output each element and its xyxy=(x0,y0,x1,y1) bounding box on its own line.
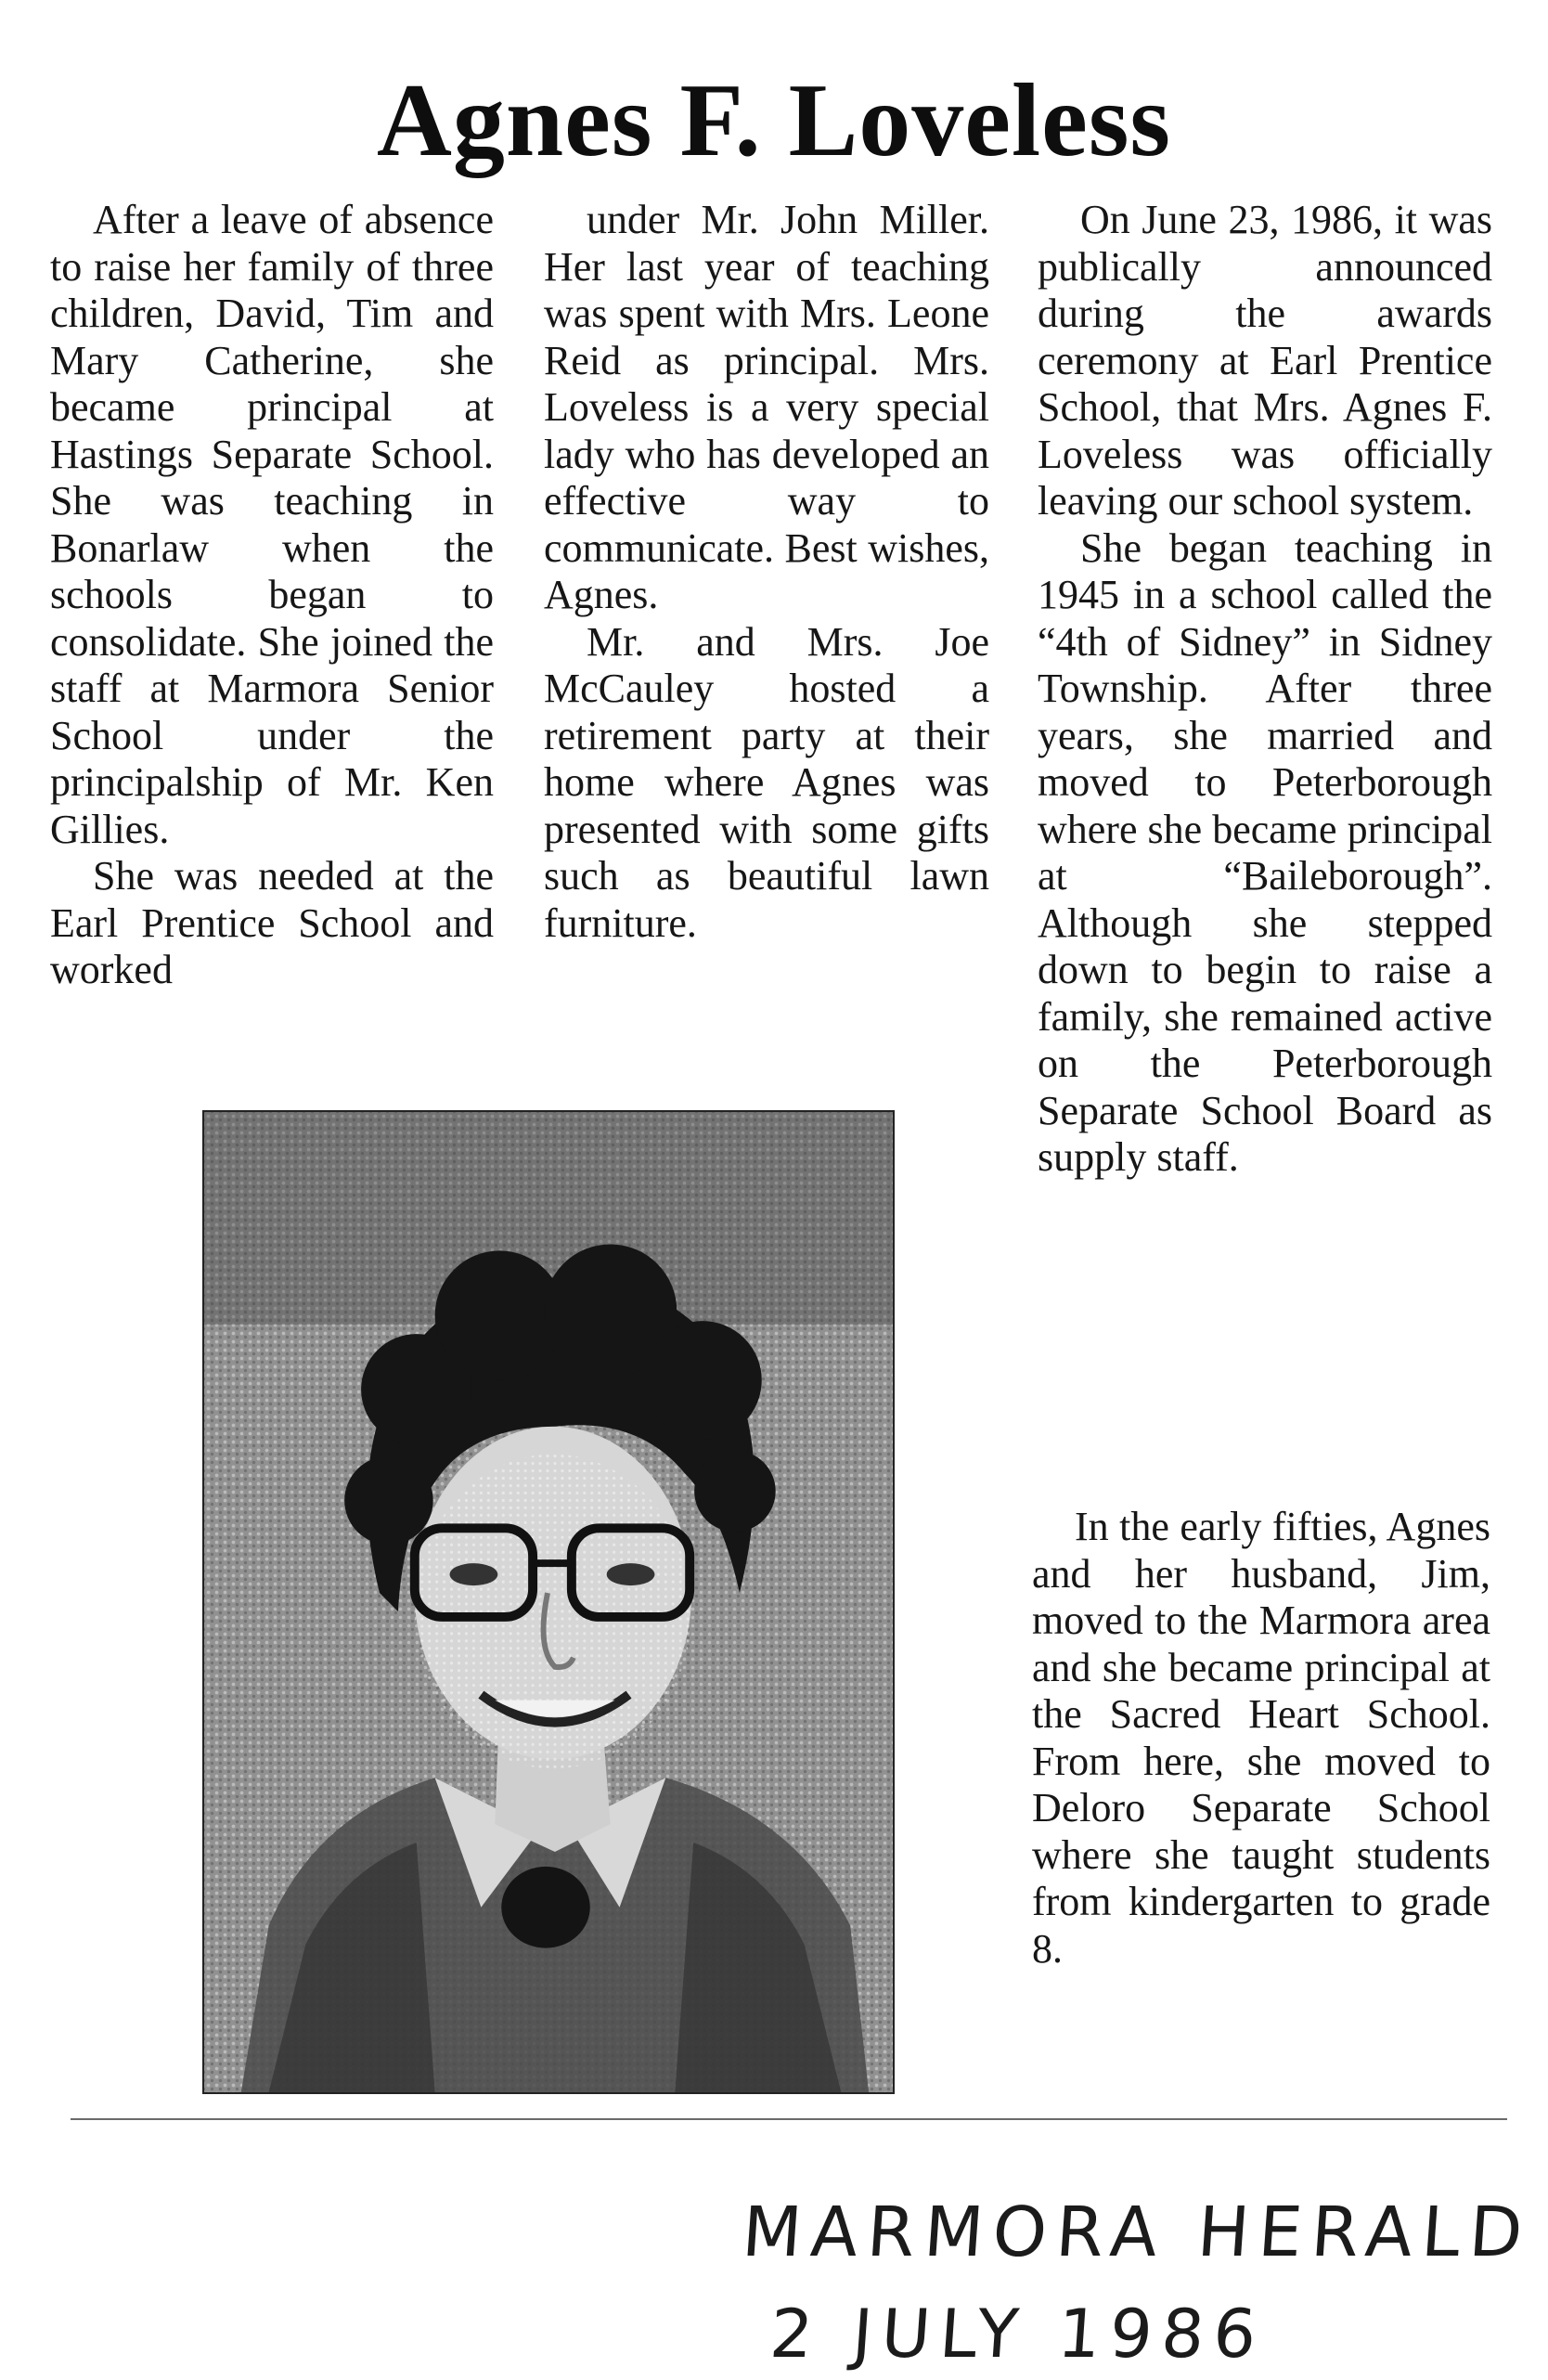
portrait-illustration xyxy=(204,1112,893,2092)
handwritten-date: 2 JULY 1986 xyxy=(768,2295,1269,2373)
paragraph: Mr. and Mrs. Joe McCauley hosted a retirement party at their home where Agnes was presented with some gifts such as beautiful lawn furniture. xyxy=(544,618,989,946)
divider-rule xyxy=(71,2118,1507,2120)
handwritten-paper-name: MARMORA HERALD xyxy=(739,2192,1535,2272)
article-column-3-bottom xyxy=(1032,1504,1490,1973)
paragraph: After a leave of absence to raise her family of three children, David, Tim and Mary Catherine, she became principal at Hastings Separate School. She was teaching in Bonarlaw when the schools began to consolidate. She joined the staff at Marmora Senior School under the principalship of Mr. Ken Gillies. xyxy=(50,197,494,852)
paragraph: On June 23, 1986, it was publically announced during the awards ceremony at Earl Prentice School, that Mrs. Agnes F. Loveless was officially leaving our school system. xyxy=(1038,197,1492,524)
paragraph: In the early fifties, Agnes and her husband, Jim, moved to the Marmora area and she became principal at the Sacred Heart School. From here, she moved to Deloro Separate School where she taught students from kindergarten to grade 8. xyxy=(1032,1504,1490,1972)
article-column-1 xyxy=(50,197,494,994)
article-column-3-top xyxy=(1038,197,1492,1182)
portrait-photo xyxy=(202,1110,895,2094)
article-column-2 xyxy=(544,197,989,947)
article-headline: Agnes F. Loveless xyxy=(376,63,1171,178)
paragraph: She began teaching in 1945 in a school called the “4th of Sidney” in Sidney Township. After three years, she married and moved to Peterborough where she became principal at “Baileborough”. Although she stepped down to begin to raise a family, she remained active on the Peterborough Separate School Board as supply staff. xyxy=(1038,524,1492,1180)
paragraph: under Mr. John Miller. Her last year of teaching was spent with Mrs. Leone Reid as principal. Mrs. Loveless is a very special lady who has developed an effective way to communicate. Best wishes, Agnes. xyxy=(544,197,989,617)
paragraph: She was needed at the Earl Prentice School and worked xyxy=(50,853,494,992)
